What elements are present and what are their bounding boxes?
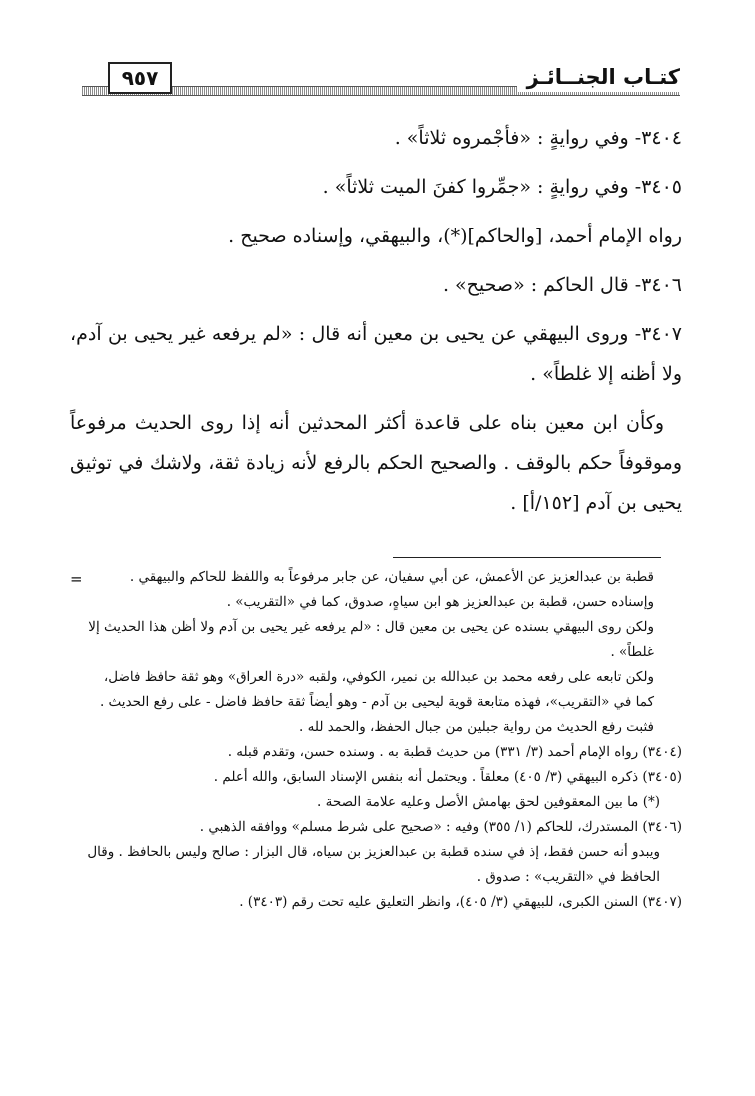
footnote-3407: (٣٤٠٧) السنن الكبرى، للبيهقي (٣/ ٤٠٥)، وانظر التعليق عليه تحت رقم (٣٤٠٣) . [239, 894, 682, 910]
footnote-line: ولكن روى البيهقي بسنده عن يحيى بن معين قال : «لم يرفعه غير يحيى بن آدم ولا أظن هذا الحديث إلا غلطاً» . [88, 619, 654, 660]
commentary-paragraph: وكأن ابن معين بناه على قاعدة أكثر المحدثين أنه إذا روى الحديث مرفوعاً وموقوفاً حكم بالوقف . والصحيح الحكم بالرفع لأنه زيادة ثقة، ولاشك في توثيق يحيى بن آدم [١٥٢/أ] . [70, 412, 682, 514]
footnotes [70, 565, 682, 915]
hadith-3406: ٣٤٠٦- قال الحاكم : «صحيح» . [442, 274, 682, 296]
footnote-continuation [70, 565, 682, 740]
page-number: ٩٥٧ [108, 62, 172, 94]
footnote-3406: (٣٤٠٦) المستدرك، للحاكم (١/ ٣٥٥) وفيه : «صحيح على شرط مسلم» ووافقه الذهبي . [199, 819, 682, 835]
footnote-3404: (٣٤٠٤) رواه الإمام أحمد (٣/ ٣٣١) من حديث قطبة به . وسنده حسن، وتقدم قبله . [227, 744, 682, 760]
footnote-3405: (٣٤٠٥) ذكره البيهقي (٣/ ٤٠٥) معلقاً . ويحتمل أنه بنفس الإسناد السابق، والله أعلم . [213, 769, 682, 785]
footnote-line: قطبة بن عبدالعزيز عن الأعمش، عن أبي سفيان، عن جابر مرفوعاً به واللفظ للحاكم والبيهقي . [129, 569, 654, 585]
footnote-asterisk: (*) ما بين المعقوفين لحق بهامش الأصل وعليه علامة الصحة . [317, 794, 660, 810]
chapter-title: كتـاب الجنــائـز [517, 62, 680, 92]
narration-note: رواه الإمام أحمد، [والحاكم](*)، والبيهقي، وإسناده صحيح . [228, 225, 682, 247]
hadith-3407: ٣٤٠٧- وروى البيهقي عن يحيى بن معين أنه قال : «لم يرفعه غير يحيى بن آدم، ولا أظنه إلا غلطاً» . [70, 323, 682, 385]
page-header [82, 62, 680, 100]
footnote-separator [393, 557, 661, 558]
hadith-3404: ٣٤٠٤- وفي روايةٍ : «فأجْمروه ثلاثاً» . [394, 127, 682, 149]
hadith-3405: ٣٤٠٥- وفي روايةٍ : «جمِّروا كفنَ الميت ثلاثاً» . [322, 176, 682, 198]
continuation-mark: = [70, 570, 83, 588]
footnote-3406-comment: ويبدو أنه حسن فقط، إذ في سنده قطبة بن عبدالعزيز بن سياه، قال البزار : صالح وليس بالحافظ . وقال الحافظ في «التقريب» : صدوق . [87, 844, 660, 885]
main-text [70, 118, 682, 532]
footnote-line: ولكن تابعه على رفعه محمد بن عبدالله بن نمير، الكوفي، ولقبه «درة العراق» وهو ثقة حافظ فاضل، كما في «التقريب»، فهذه متابعة قوية ليحيى بن آدم - وهو أيضاً ثقة حافظ فاضل - على رفع الحديث . فثبت رفع الحديث من رواية جبلين من جبال الحفظ، والحمد لله . [99, 669, 654, 735]
footnote-line: وإسناده حسن، قطبة بن عبدالعزيز هو ابن سياهٍ، صدوق، كما في «التقريب» . [226, 594, 654, 610]
